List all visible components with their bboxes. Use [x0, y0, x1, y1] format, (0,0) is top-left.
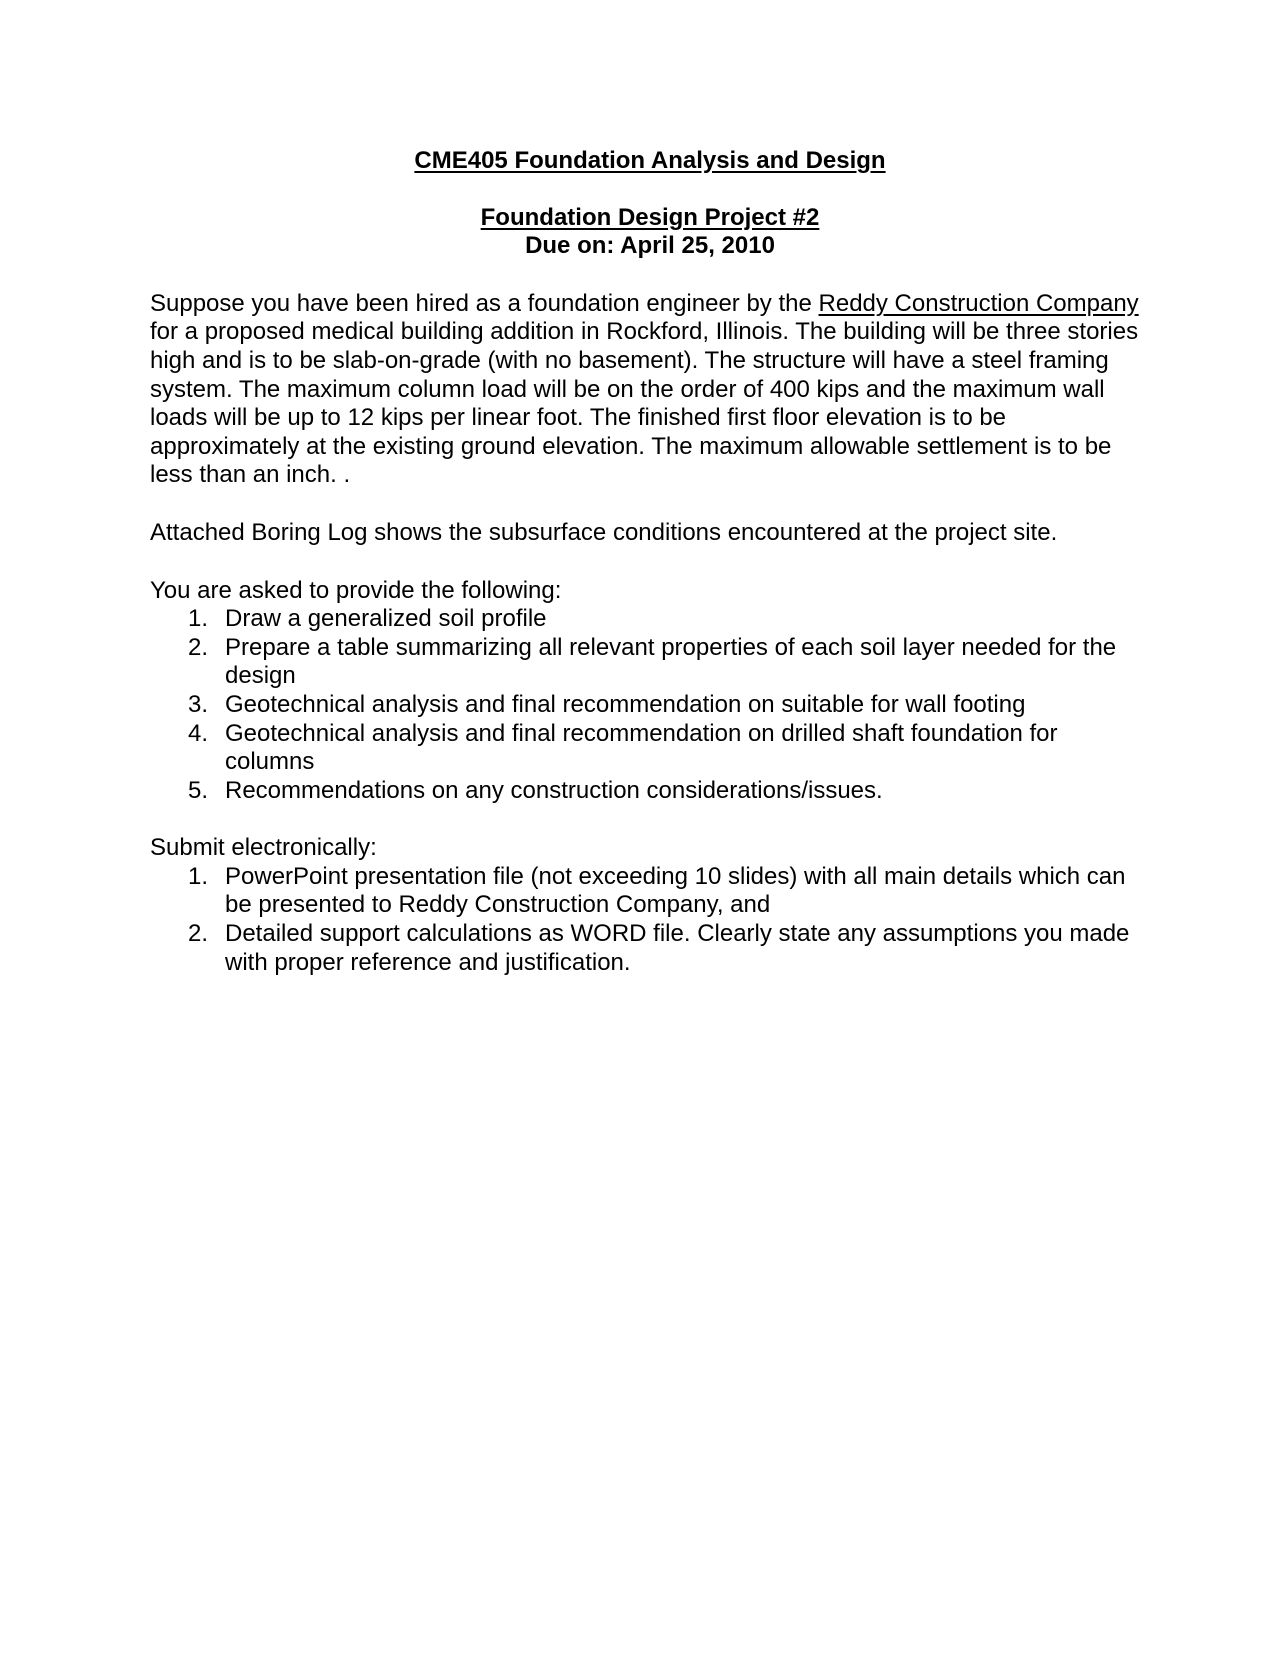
intro-text-start: Suppose you have been hired as a foundation engineer by the	[150, 289, 819, 317]
intro-text-rest: for a proposed medical building addition in Rockford, Illinois. The building will be three stories high and is to be slab-on-grade (with no basement). The structure will have a steel framing system. The maximum column load will be on the order of 400 kips and the maximum wall loads will be up to 12 kips per linear foot. The finished first floor elevation is to be approximately at the existing ground elevation. The maximum allowable settlement is to be less than an inch. .	[150, 318, 1139, 489]
project-title: Foundation Design Project #2	[480, 203, 820, 231]
list-item: 1. PowerPoint presentation file (not exceeding 10 slides) with all main details which can be presented to Reddy Construction Company, and	[188, 862, 1126, 919]
tasks-heading: You are asked to provide the following:	[150, 576, 562, 604]
company-name: Reddy Construction Company	[818, 289, 1139, 317]
list-item: 2. Detailed support calculations as WORD file. Clearly state any assumptions you made with proper reference and justification.	[188, 920, 1130, 976]
submissions-list	[150, 863, 1150, 977]
boring-log-note: Attached Boring Log shows the subsurface conditions encountered at the project site.	[150, 518, 1058, 546]
list-item: 4. Geotechnical analysis and final recommendation on drilled shaft foundation for columns	[188, 719, 1058, 776]
due-date: Due on: April 25, 2010	[525, 232, 775, 260]
list-item: 5. Recommendations on any construction considerations/issues.	[188, 776, 883, 804]
document-body	[150, 147, 1150, 977]
list-item: 2. Prepare a table summarizing all relevant properties of each soil layer needed for the design	[188, 633, 1117, 690]
list-item: 3. Geotechnical analysis and final recommendation on suitable for wall footing	[188, 690, 1026, 718]
intro-paragraph	[150, 290, 1150, 490]
tasks-list	[150, 605, 1150, 805]
submit-heading: Submit electronically:	[150, 834, 377, 862]
course-title: CME405 Foundation Analysis and Design	[414, 147, 886, 174]
list-item: 1. Draw a generalized soil profile	[188, 605, 547, 633]
